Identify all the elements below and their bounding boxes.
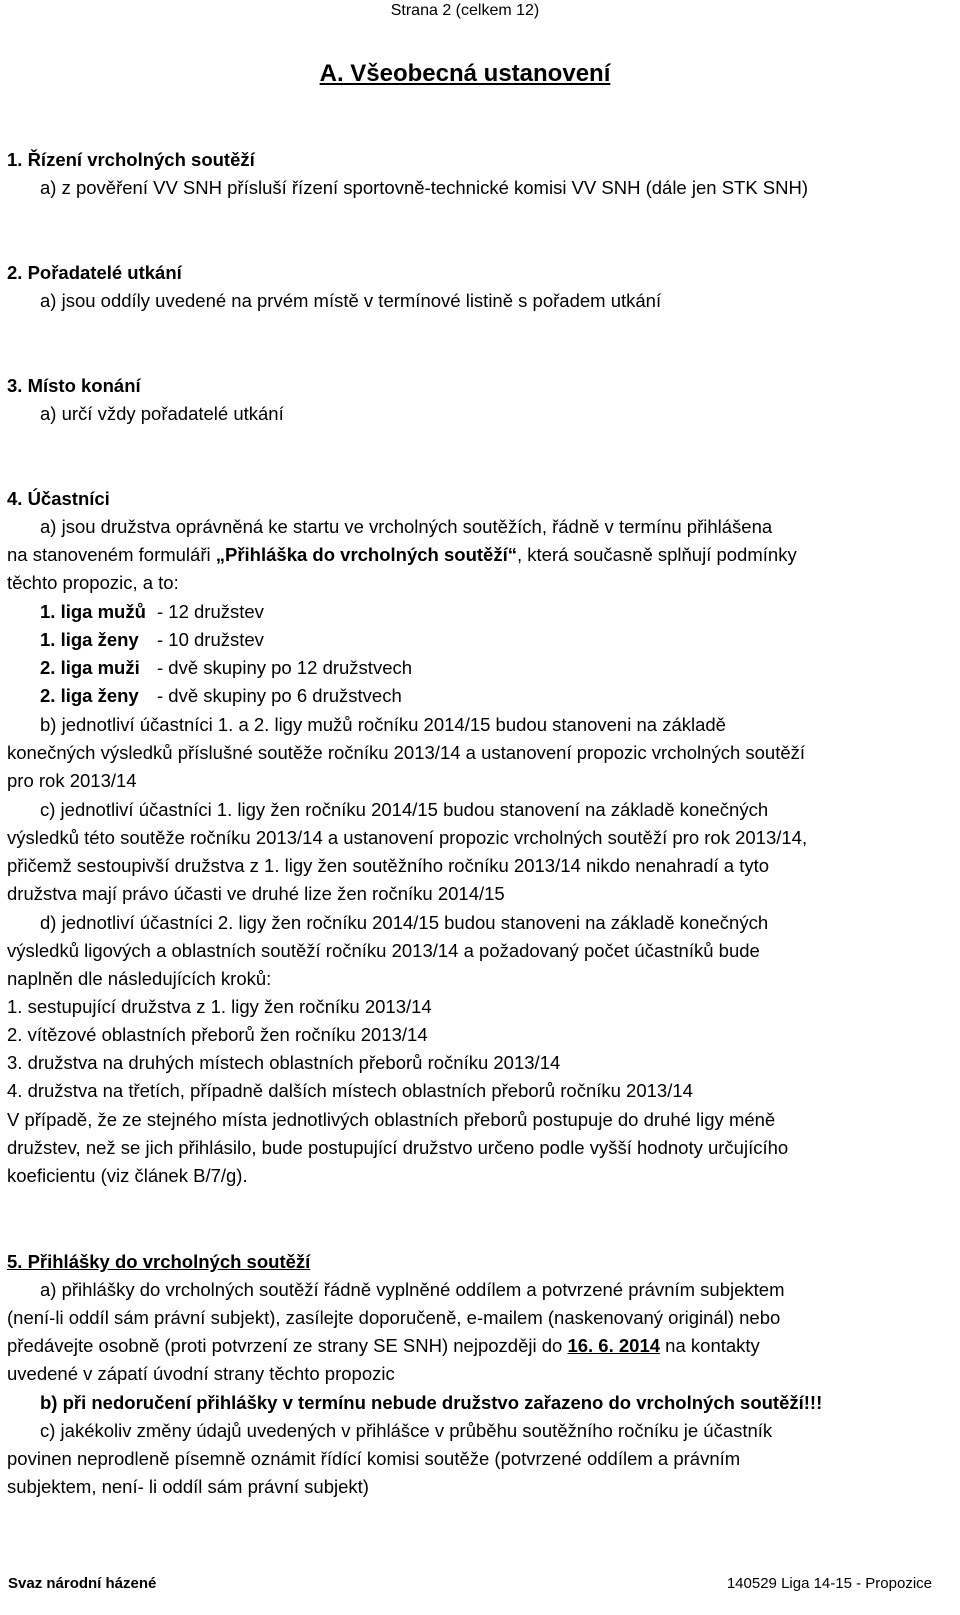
- form-name: „Přihláška do vrcholných soutěží“: [215, 544, 517, 565]
- section-5-a-line-3-pre: předávejte osobně (proti potvrzení ze strany SE SNH) nejpozději do: [7, 1335, 568, 1356]
- section-3-item-a: a) určí vždy pořadatelé utkání: [40, 403, 284, 424]
- league-value: - dvě skupiny po 12 družstvech: [157, 657, 413, 678]
- section-3-heading: 3. Místo konání: [7, 375, 141, 396]
- section-2-heading: 2. Pořadatelé utkání: [7, 262, 182, 283]
- section-4-a-line-2-post: , která současně splňují podmínky: [516, 544, 797, 565]
- section-5-c-line-2: povinen neprodleně písemně oznámit řídící komisi soutěže (potvrzené oddílem a právním: [7, 1448, 741, 1469]
- section-4-b-line-3: pro rok 2013/14: [7, 770, 137, 791]
- section-4-d-line-2: výsledků ligových a oblastních soutěží ročníku 2013/14 a požadovaný počet účastníků bude: [7, 940, 760, 961]
- section-2-item-a: a) jsou oddíly uvedené na prvém místě v termínové listině s pořadem utkání: [40, 290, 662, 311]
- document-title: [0, 56, 930, 92]
- step-item: 4. družstva na třetích, případně dalších místech oblastních přeborů ročníku 2013/14: [7, 1080, 693, 1101]
- league-label: 2. liga ženy: [40, 685, 139, 706]
- section-4-e-line-1: V případě, že ze stejného místa jednotlivých oblastních přeborů postupuje do druhé ligy méně: [7, 1109, 776, 1130]
- section-4-c-line-1: c) jednotliví účastníci 1. ligy žen ročníku 2014/15 budou stanovení na základě konečných: [40, 799, 769, 820]
- footer-right: 140529 Liga 14-15 - Propozice: [726, 1575, 932, 1592]
- section-4-a-line-3: těchto propozic, a to:: [7, 572, 179, 593]
- section-4-c-line-2: výsledků této soutěže ročníku 2013/14 a ustanovení propozic vrcholných soutěží pro rok 2013/14,: [7, 827, 808, 848]
- section-4-a-line-1: a) jsou družstva oprávněná ke startu ve vrcholných soutěžích, řádně v termínu přihlášena: [40, 516, 773, 537]
- step-item: 1. sestupující družstva z 1. ligy žen ročníku 2013/14: [7, 996, 432, 1017]
- section-4-d-line-3: naplněn dle následujících kroků:: [7, 968, 272, 989]
- document-title-text: A. Všeobecná ustanovení: [319, 60, 611, 87]
- footer-left: Svaz národní házené: [8, 1575, 157, 1592]
- league-value: - dvě skupiny po 6 družstvech: [157, 685, 402, 706]
- section-5-a-line-3: [7, 1332, 760, 1360]
- page-number: Strana 2 (celkem 12): [390, 2, 540, 19]
- section-4-c-line-3: přičemž sestoupivší družstva z 1. ligy žen soutěžního ročníku 2013/14 nikdo nenahradí a tyto: [7, 855, 770, 876]
- league-label: 1. liga ženy: [40, 629, 139, 650]
- step-item: 3. družstva na druhých místech oblastních přeborů ročníku 2013/14: [7, 1052, 561, 1073]
- section-4-b-line-2: konečných výsledků příslušné soutěže ročníku 2013/14 a ustanovení propozic vrcholných soutěží: [7, 742, 806, 763]
- section-4-d-line-1: d) jednotliví účastníci 2. ligy žen ročníku 2014/15 budou stanoveni na základě konečných: [40, 912, 769, 933]
- section-5-a-line-2: (není-li oddíl sám právní subjekt), zasílejte doporučeně, e-mailem (naskenovaný originál) nebo: [7, 1307, 781, 1328]
- section-5-a-line-3-post: na kontakty: [660, 1335, 760, 1356]
- section-4-a-line-2: [7, 541, 797, 569]
- league-label: 1. liga mužů: [40, 601, 146, 622]
- section-4-c-line-4: družstva mají právo účasti ve druhé lize žen ročníku 2014/15: [7, 883, 505, 904]
- league-label: 2. liga muži: [40, 657, 140, 678]
- section-4-e-line-3: koeficientu (viz článek B/7/g).: [7, 1165, 248, 1186]
- section-4-e-line-2: družstev, než se jich přihlásilo, bude postupující družstvo určeno podle vyšší hodnoty určujícího: [7, 1137, 789, 1158]
- section-5-a-line-1: a) přihlášky do vrcholných soutěží řádně vyplněné oddílem a potvrzené právním subjektem: [40, 1279, 785, 1300]
- league-row: [40, 682, 402, 710]
- section-5-a-line-4: uvedené v zápatí úvodní strany těchto propozic: [7, 1363, 395, 1384]
- step-item: 2. vítězové oblastních přeborů žen ročníku 2013/14: [7, 1024, 428, 1045]
- section-1-item-a: a) z pověření VV SNH přísluší řízení sportovně-technické komisi VV SNH (dále jen STK SNH): [40, 177, 809, 198]
- section-5-c-line-1: c) jakékoliv změny údajů uvedených v přihlášce v průběhu soutěžního ročníku je účastník: [40, 1420, 773, 1441]
- section-4-b-line-1: b) jednotliví účastníci 1. a 2. ligy mužů ročníku 2014/15 budou stanoveni na základě: [40, 714, 726, 735]
- league-row: [40, 598, 264, 626]
- deadline-date: 16. 6. 2014: [567, 1335, 661, 1356]
- section-4-heading: 4. Účastníci: [7, 488, 110, 509]
- league-row: [40, 626, 264, 654]
- league-value: - 10 družstev: [157, 629, 264, 650]
- section-5-item-b: b) při nedoručení přihlášky v termínu nebude družstvo zařazeno do vrcholných soutěží!!!: [40, 1392, 823, 1413]
- section-5-c-line-3: subjektem, není- li oddíl sám právní subjekt): [7, 1476, 369, 1497]
- league-row: [40, 654, 412, 682]
- league-value: - 12 družstev: [157, 601, 264, 622]
- section-1-heading: 1. Řízení vrcholných soutěží: [7, 149, 255, 170]
- section-5-heading: 5. Přihlášky do vrcholných soutěží: [7, 1251, 311, 1272]
- section-4-a-line-2-pre: na stanoveném formuláři: [7, 544, 216, 565]
